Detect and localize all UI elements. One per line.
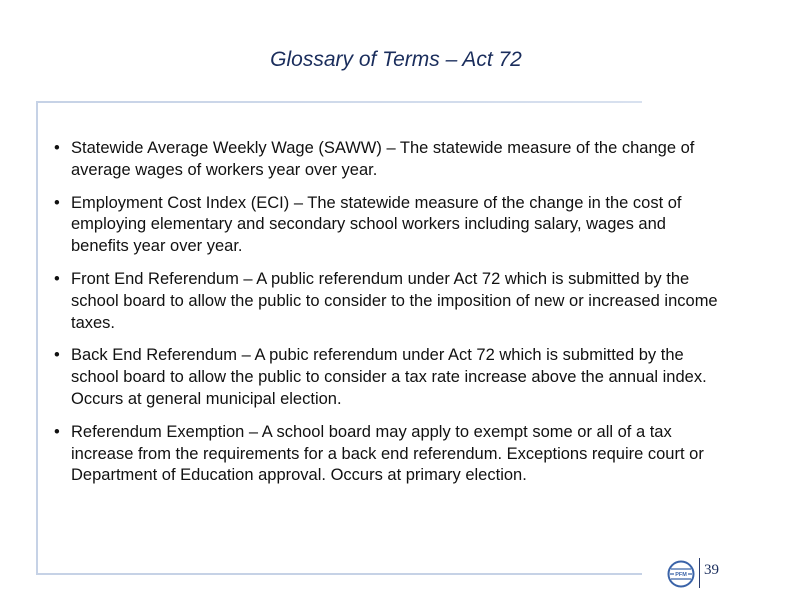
glossary-text: Statewide Average Weekly Wage (SAWW) – The statewide measure of the change of average wages of workers year over year. [71,139,695,179]
frame-left-border [36,101,38,575]
glossary-item-front-end-referendum [54,269,724,334]
glossary-text: Referendum Exemption – A school board may apply to exempt some or all of a tax increase from the requirements for a back end referendum. Exceptions require court or Department of Education approval. Occurs at primary election. [71,422,704,485]
bullet-symbol: • [54,193,60,212]
bullet-symbol: • [54,346,60,365]
bullet-symbol: • [54,269,60,288]
frame-bottom-border [36,573,642,575]
page-number: 39 [704,562,719,578]
glossary-item-saww [54,138,724,182]
slide-title: Glossary of Terms – Act 72 [270,48,522,71]
frame-top-border [36,101,642,103]
logo-text: PFM [675,572,687,578]
glossary-list [54,138,724,498]
glossary-text: Front End Referendum – A public referendum under Act 72 which is submitted by the school board to allow the public to consider to the imposition of new or increased income taxes. [71,269,718,332]
bullet-symbol: • [54,422,60,441]
pfm-logo [666,560,696,588]
logo-divider [699,558,700,588]
glossary-text: Back End Referendum – A pubic referendum under Act 72 which is submitted by the school board to allow the public to consider a tax rate increase above the annual index. Occurs at general municipal election. [71,346,707,408]
glossary-item-back-end-referendum [54,345,724,410]
bullet-symbol: • [54,139,60,157]
glossary-text: Employment Cost Index (ECI) – The statewide measure of the change in the cost of employing elementary and secondary school workers including salary, wages and benefits year over year. [71,193,682,256]
glossary-item-referendum-exemption [54,422,724,487]
glossary-item-eci [54,193,724,258]
